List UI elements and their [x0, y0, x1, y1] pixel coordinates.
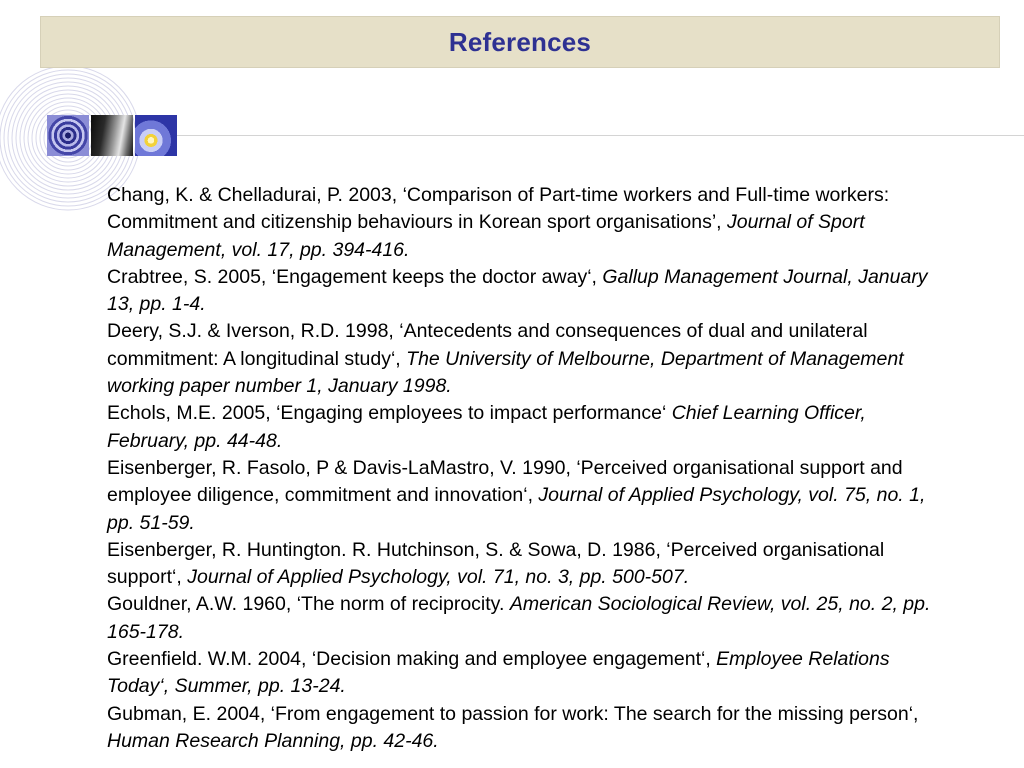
flower-thumbnail: [135, 115, 177, 156]
slide-title: References: [448, 26, 592, 57]
face-thumbnail: [91, 115, 133, 156]
reference-source: Journal of Sport Management, vol. 17, pp. 394-416.: [107, 211, 865, 261]
reference-item: [107, 400, 947, 455]
reference-item: [107, 591, 947, 646]
reference-text: Greenfield. W.M. 2004, ‘Decision making and employee engagement‘,: [107, 648, 717, 671]
reference-item: [107, 537, 947, 592]
reference-text: Gubman, E. 2004, ‘From engagement to passion for work: The search for the missing person‘,: [107, 702, 919, 725]
reference-source: Employee Relations Today‘, Summer, pp. 13-24.: [107, 648, 890, 698]
reference-source: Human Research Planning, pp. 42-46.: [107, 729, 439, 752]
reference-item: [107, 182, 947, 264]
reference-text: Eisenberger, R. Fasolo, P & Davis-LaMastro, V. 1990, ‘Perceived organisational support and employee diligence, commitment and innovation‘,: [107, 456, 903, 507]
title-banner: [40, 16, 1000, 68]
reference-text: Chang, K. & Chelladurai, P. 2003, ‘Comparison of Part-time workers and Full-time workers: Commitment and citizenship behaviours in Korean sport organisations’,: [107, 184, 890, 234]
reference-source: Chief Learning Officer, February, pp. 44-48.: [107, 402, 866, 452]
reference-source: Journal of Applied Psychology, vol. 71, no. 3, pp. 500-507.: [187, 566, 690, 589]
reference-source: The University of Melbourne, Department of Management working paper number 1, January 1998.: [107, 347, 904, 398]
reference-text: Eisenberger, R. Huntington. R. Hutchinson, S. & Sowa, D. 1986, ‘Perceived organisational support‘,: [107, 538, 885, 589]
reference-text: Deery, S.J. & Iverson, R.D. 1998, ‘Antecedents and consequences of dual and unilateral commitment: A longitudinal study‘,: [107, 320, 868, 370]
reference-source: Journal of Applied Psychology, vol. 75, no. 1, pp. 51-59.: [107, 484, 926, 534]
reference-source: American Sociological Review, vol. 25, no. 2, pp. 165-178.: [107, 593, 931, 643]
reference-source: Gallup Management Journal, January 13, pp. 1-4.: [107, 265, 928, 316]
reference-item: [107, 646, 947, 701]
spiral-thumbnail: [47, 115, 89, 156]
reference-text: Echols, M.E. 2005, ‘Engaging employees to impact performance‘: [107, 402, 672, 425]
thumbnail-strip: [47, 115, 177, 156]
reference-item: [107, 455, 947, 537]
reference-list: [107, 182, 947, 755]
reference-item: [107, 318, 947, 400]
reference-text: Gouldner, A.W. 1960, ‘The norm of reciprocity.: [107, 593, 510, 616]
reference-item: [107, 701, 947, 756]
reference-item: [107, 264, 947, 319]
reference-text: Crabtree, S. 2005, ‘Engagement keeps the doctor away‘,: [107, 265, 603, 288]
header-divider-line: [140, 135, 1024, 136]
